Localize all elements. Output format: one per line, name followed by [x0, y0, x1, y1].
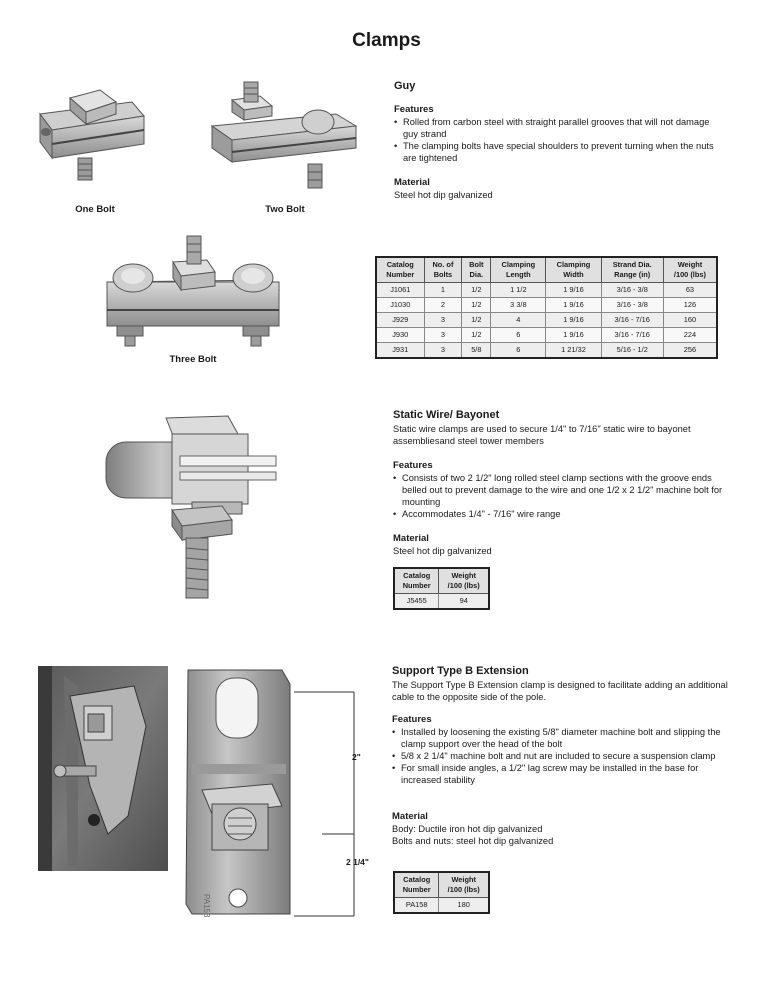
- table-header-text: Catalog: [386, 260, 414, 269]
- table-header-text: /100 (lbs): [447, 581, 480, 590]
- table-header-cell: [424, 257, 462, 283]
- table-cell: 6: [491, 328, 546, 343]
- table-row: [376, 298, 717, 313]
- support-material-line: Bolts and nuts: steel hot dip galvanized: [392, 836, 554, 846]
- guy-features-heading: Features: [394, 104, 434, 115]
- support-feature-item: • Installed by loosening the existing 5/8" diameter machine bolt and slipping the clamp support over the head of the bolt: [392, 726, 728, 750]
- table-header-row: [376, 257, 717, 283]
- three-bolt-clamp-image: [103, 232, 283, 350]
- table-cell: 160: [663, 313, 717, 328]
- svg-text:PA158: PA158: [202, 894, 211, 918]
- table-header-cell: [601, 257, 663, 283]
- support-spec-table: [393, 871, 490, 914]
- table-header-row: [394, 568, 489, 594]
- static-wire-features-list: [393, 472, 727, 520]
- support-installed-photo: [38, 666, 168, 871]
- table-header-cell: [394, 872, 439, 898]
- table-header-text: Number: [402, 581, 431, 590]
- support-heading: Support Type B Extension: [392, 665, 529, 677]
- table-cell: 3: [424, 343, 462, 359]
- table-header-cell: [546, 257, 601, 283]
- table-row: [376, 328, 717, 343]
- table-header-text: Range (in): [614, 270, 651, 279]
- table-row: [394, 594, 489, 610]
- table-cell: J1061: [376, 283, 424, 298]
- table-row: [376, 343, 717, 359]
- table-header-text: Weight: [451, 875, 476, 884]
- table-cell: PA158: [394, 898, 439, 914]
- table-header-row: [394, 872, 489, 898]
- table-header-text: Dia.: [469, 270, 484, 279]
- support-description: The Support Type B Extension clamp is designed to facilitate adding an additional cable to the opposite side of the pole.: [392, 680, 728, 702]
- table-cell: 1/2: [462, 328, 491, 343]
- table-cell: 1 9/16: [546, 313, 601, 328]
- support-feature-item: • 5/8 x 2 1/4" machine bolt and nut are included to secure a suspension clamp: [392, 750, 728, 762]
- guy-feature-item: • The clamping bolts have special shoulders to prevent turning when the nuts are tightened: [394, 140, 724, 164]
- table-cell: J930: [376, 328, 424, 343]
- table-header-cell: [663, 257, 717, 283]
- two-bolt-label: Two Bolt: [265, 204, 305, 215]
- table-cell: 1/2: [462, 313, 491, 328]
- table-header-text: No. of: [432, 260, 454, 269]
- table-header-text: Catalog: [403, 875, 431, 884]
- table-header-cell: [439, 568, 489, 594]
- table-cell: 1 9/16: [546, 298, 601, 313]
- table-row: [394, 898, 489, 914]
- table-cell: 126: [663, 298, 717, 313]
- static-wire-feature-item: • Consists of two 2 1/2" long rolled steel clamp sections with the groove ends belled out to prevent damage to the wire and one 1/2 x 2 1/2" machine bolt for mounting: [393, 472, 727, 508]
- table-cell: 5/8: [462, 343, 491, 359]
- table-cell: 6: [491, 343, 546, 359]
- table-cell: J1030: [376, 298, 424, 313]
- table-cell: 3: [424, 313, 462, 328]
- support-feature-item: • For small inside angles, a 1/2" lag screw may be installed in the base for increased stability: [392, 762, 728, 786]
- table-cell: 224: [663, 328, 717, 343]
- table-header-text: Length: [506, 270, 531, 279]
- table-cell: 94: [439, 594, 489, 610]
- static-wire-feature-item: • Accommodates 1/4" - 7/16" wire range: [393, 508, 727, 520]
- guy-material-heading: Material: [394, 177, 430, 188]
- table-cell: 3 3/8: [491, 298, 546, 313]
- table-header-cell: [439, 872, 489, 898]
- table-header-text: Number: [402, 885, 431, 894]
- table-cell: 1: [424, 283, 462, 298]
- guy-spec-table: [375, 256, 718, 359]
- table-header-text: Clamping: [556, 260, 591, 269]
- static-wire-spec-table: [393, 567, 490, 610]
- table-header-text: /100 (lbs): [447, 885, 480, 894]
- table-header-text: Number: [386, 270, 415, 279]
- table-row: [376, 283, 717, 298]
- page-title: Clamps: [352, 30, 421, 51]
- table-cell: 1 21/32: [546, 343, 601, 359]
- guy-material-text: Steel hot dip galvanized: [394, 190, 493, 200]
- one-bolt-clamp-image: [32, 84, 150, 190]
- static-wire-clamp-image: [102, 410, 288, 602]
- static-wire-material-text: Steel hot dip galvanized: [393, 546, 492, 556]
- table-header-text: Bolt: [469, 260, 484, 269]
- table-header-cell: [491, 257, 546, 283]
- table-header-cell: [394, 568, 439, 594]
- table-cell: 3/16 - 3/8: [601, 283, 663, 298]
- guy-feature-item: • Rolled from carbon steel with straight parallel grooves that will not damage guy strand: [394, 116, 724, 140]
- table-cell: 4: [491, 313, 546, 328]
- static-wire-heading: Static Wire/ Bayonet: [393, 409, 500, 421]
- table-cell: 1/2: [462, 283, 491, 298]
- table-header-cell: [462, 257, 491, 283]
- table-header-text: Catalog: [403, 571, 431, 580]
- one-bolt-label: One Bolt: [75, 204, 115, 215]
- table-cell: 1 9/16: [546, 328, 601, 343]
- table-cell: J929: [376, 313, 424, 328]
- table-header-text: Weight: [677, 260, 703, 269]
- table-header-text: Clamping: [501, 260, 536, 269]
- support-material-heading: Material: [392, 811, 428, 822]
- table-cell: 3/16 - 7/16: [601, 313, 663, 328]
- table-cell: 3/16 - 7/16: [601, 328, 663, 343]
- dimension-label-upper: 2": [352, 752, 361, 762]
- three-bolt-label: Three Bolt: [169, 354, 217, 365]
- table-cell: 3/16 - 3/8: [601, 298, 663, 313]
- support-features-list: [392, 726, 728, 786]
- table-cell: 1 1/2: [491, 283, 546, 298]
- support-extension-clamp-image: [182, 664, 296, 924]
- support-material-line: Body: Ductile iron hot dip galvanized: [392, 824, 543, 834]
- table-cell: 1 9/16: [546, 283, 601, 298]
- guy-features-list: [394, 116, 724, 164]
- table-cell: J931: [376, 343, 424, 359]
- dimension-bracket: [292, 684, 362, 934]
- table-cell: 63: [663, 283, 717, 298]
- table-cell: 180: [439, 898, 489, 914]
- table-cell: 2: [424, 298, 462, 313]
- table-cell: 3: [424, 328, 462, 343]
- table-header-text: /100 (lbs): [673, 270, 706, 279]
- table-cell: J5455: [394, 594, 439, 610]
- table-header-text: Strand Dia.: [612, 260, 652, 269]
- table-header-cell: [376, 257, 424, 283]
- table-header-text: Weight: [451, 571, 476, 580]
- table-cell: 5/16 - 1/2: [601, 343, 663, 359]
- two-bolt-clamp-image: [206, 80, 364, 192]
- dimension-label-lower: 2 1/4": [346, 857, 369, 867]
- table-header-text: Bolts: [433, 270, 453, 279]
- static-wire-material-heading: Material: [393, 533, 429, 544]
- guy-heading: Guy: [394, 80, 416, 92]
- table-row: [376, 313, 717, 328]
- table-cell: 256: [663, 343, 717, 359]
- table-cell: 1/2: [462, 298, 491, 313]
- support-features-heading: Features: [392, 714, 432, 725]
- static-wire-description: Static wire clamps are used to secure 1/4" to 7/16" static wire to bayonet assembliesand steel tower members: [393, 424, 691, 446]
- static-wire-features-heading: Features: [393, 460, 433, 471]
- table-header-text: Width: [563, 270, 584, 279]
